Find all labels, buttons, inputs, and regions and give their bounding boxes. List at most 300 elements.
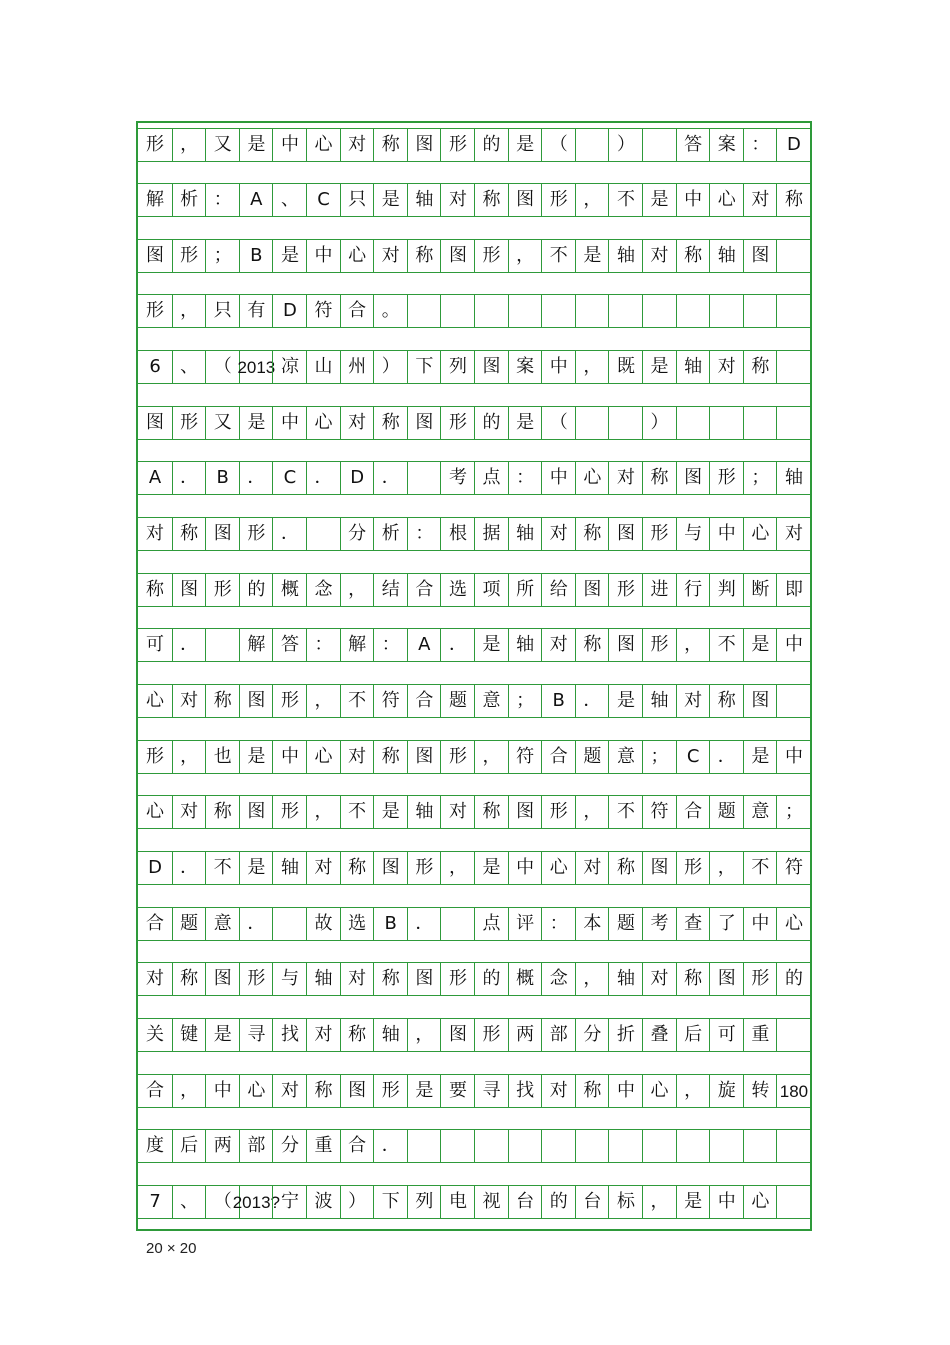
grid-cell: 折 [608,1019,642,1051]
grid-cell: 图 [239,796,273,828]
grid-cell [776,240,810,272]
grid-row [138,795,810,829]
grid-cell: 形 [440,741,474,773]
grid-cell: 与 [272,963,306,995]
grid-cell: 中 [541,351,575,383]
grid-cell: 心 [239,1075,273,1107]
grid-cell: 寻 [474,1075,508,1107]
grid-cell: 形 [541,796,575,828]
grid-cell: 对 [440,184,474,216]
grid-cell: 题 [172,908,206,940]
grid-cell [743,1130,777,1162]
grid-cell: 是 [205,1019,239,1051]
grid-cell: 。 [373,295,407,327]
grid-size-label: 20 × 20 [146,1240,197,1257]
grid-cell: 称 [709,685,743,717]
grid-cell: 轴 [508,629,542,661]
grid-cell: 中 [272,407,306,439]
manuscript-grid [136,121,812,1231]
grid-cell: 对 [340,963,374,995]
grid-cell: 是 [508,129,542,161]
grid-cell: 称 [172,518,206,550]
grid-cell: ： [306,629,340,661]
grid-cell: 轴 [272,852,306,884]
grid-cell: 选 [340,908,374,940]
grid-cell: 重 [306,1130,340,1162]
grid-cell: 合 [407,685,441,717]
grid-cell: （ [541,129,575,161]
grid-cell: 轴 [776,462,810,494]
grid-cell: 意 [205,908,239,940]
grid-cell: 是 [373,184,407,216]
grid-cell: 不 [608,184,642,216]
grid-cell: 图 [743,240,777,272]
grid-cell: 形 [676,852,710,884]
grid-cell: ． [440,629,474,661]
grid-cell: 既 [608,351,642,383]
grid-cell: 后 [172,1130,206,1162]
grid-cell: 电 [440,1186,474,1218]
grid-cell: 称 [575,629,609,661]
grid-cell: ． [172,462,206,494]
grid-cell: 图 [205,963,239,995]
grid-cell [407,1130,441,1162]
grid-cell [608,407,642,439]
grid-cell: C [676,741,710,773]
grid-cell: 结 [373,574,407,606]
grid-cell [709,295,743,327]
grid-cell: 称 [575,1075,609,1107]
grid-cell: 所 [508,574,542,606]
grid-cell: 进 [642,574,676,606]
grid-cell: 形 [440,963,474,995]
grid-cell: 查 [676,908,710,940]
grid-cell: 心 [306,741,340,773]
grid-cell: 给 [541,574,575,606]
grid-cell: 故 [306,908,340,940]
grid-cell: 台 [575,1186,609,1218]
grid-cell: 形 [146,300,165,321]
grid-cell: 、 [172,351,206,383]
grid-cell: 意 [743,796,777,828]
grid-cell [541,1130,575,1162]
grid-cell: ； [205,240,239,272]
grid-row [138,628,810,662]
grid-cell: 合 [676,796,710,828]
grid-cell: 形 [440,407,474,439]
grid-cell: 图 [407,741,441,773]
grid-cell: 行 [676,574,710,606]
grid-cell: 析 [172,184,206,216]
grid-cell: 称 [608,852,642,884]
grid-cell: ， [508,240,542,272]
grid-cell: 形 [146,746,165,767]
grid-cell: 心 [340,240,374,272]
grid-cell: 对 [608,462,642,494]
grid-cell: 中 [743,908,777,940]
grid-cell: 形 [407,852,441,884]
grid-cell: 后 [676,1019,710,1051]
grid-cell: 答 [272,629,306,661]
grid-cell [272,908,306,940]
grid-cell [743,407,777,439]
grid-cell: 图 [146,245,165,266]
grid-cell: 称 [373,963,407,995]
grid-cell: 称 [340,852,374,884]
grid-cell: 符 [306,295,340,327]
grid-cell: 形 [642,629,676,661]
grid-cell: 对 [340,129,374,161]
grid-cell: 是 [272,240,306,272]
grid-cell: 图 [239,685,273,717]
grid-cell: 中 [306,240,340,272]
grid-cell: ． [407,908,441,940]
grid-row [138,740,810,774]
grid-cell: 合 [407,574,441,606]
grid-cell: 对 [306,852,340,884]
grid-cell: 6 [149,356,161,377]
grid-cell: 山 [306,351,340,383]
grid-cell [407,295,441,327]
grid-cell: 图 [340,1075,374,1107]
grid-cell: 称 [474,796,508,828]
grid-cell: 凉 [272,351,306,383]
grid-cell: 称 [743,351,777,383]
grid-cell: 中 [541,462,575,494]
grid-cell: 视 [474,1186,508,1218]
grid-cell: 图 [440,240,474,272]
grid-cell: ） [373,351,407,383]
grid-cell: 解 [340,629,374,661]
grid-cell: 图 [440,1019,474,1051]
grid-cell: 对 [340,741,374,773]
grid-cell: 形 [541,184,575,216]
grid-cell: 可 [146,634,165,655]
grid-cell: B [205,462,239,494]
grid-cell: 对 [676,685,710,717]
grid-row [138,1074,810,1108]
grid-cell: 了 [709,908,743,940]
grid-cell: 是 [642,184,676,216]
grid-cell: 下 [407,351,441,383]
grid-cell: ） [642,407,676,439]
grid-cell: 题 [709,796,743,828]
grid-cell: 有 [239,295,273,327]
grid-cell: 心 [776,908,810,940]
grid-cell: 对 [709,351,743,383]
grid-cell: 心 [306,129,340,161]
grid-cell: 的 [474,963,508,995]
grid-cell: 形 [709,462,743,494]
grid-cell: 心 [709,184,743,216]
grid-cell: ： [205,184,239,216]
grid-cell [709,407,743,439]
grid-cell: 叠 [642,1019,676,1051]
grid-cell: C [272,462,306,494]
grid-cell: 下 [373,1186,407,1218]
grid-cell: 图 [508,796,542,828]
grid-cell: 分 [575,1019,609,1051]
grid-cell: 两 [205,1130,239,1162]
grid-row [138,1129,810,1163]
grid-cell: B [541,685,575,717]
grid-cell: 称 [205,796,239,828]
grid-cell: 概 [272,574,306,606]
grid-cell [776,685,810,717]
grid-cell [440,1130,474,1162]
grid-cell: C [306,184,340,216]
grid-cell: 部 [541,1019,575,1051]
grid-cell: 是 [239,129,273,161]
grid-cell: 、 [272,184,306,216]
grid-cell: D [148,857,162,878]
grid-cell: 据 [474,518,508,550]
grid-cell: ， [340,574,374,606]
grid-cell: 对 [306,1019,340,1051]
grid-cell: ． [172,852,206,884]
grid-cell: 称 [776,184,810,216]
grid-cell: 中 [776,629,810,661]
grid-cell: ， [440,852,474,884]
grid-cell: 波 [306,1186,340,1218]
grid-cell: 对 [440,796,474,828]
grid-cell: 不 [608,796,642,828]
grid-cell: 项 [474,574,508,606]
grid-cell: 列 [440,351,474,383]
grid-cell: ， [575,796,609,828]
grid-cell: 评 [508,908,542,940]
grid-cell: 图 [575,574,609,606]
grid-cell: 意 [474,685,508,717]
grid-cell: 2013? [239,1186,273,1218]
grid-cell: 对 [272,1075,306,1107]
grid-cell: 中 [709,518,743,550]
grid-row [138,962,810,996]
grid-cell: 符 [642,796,676,828]
grid-cell: 是 [407,1075,441,1107]
grid-cell: 形 [474,240,508,272]
grid-cell: ） [340,1186,374,1218]
grid-cell: ， [709,852,743,884]
grid-cell: 中 [676,184,710,216]
grid-cell: 对 [575,852,609,884]
grid-cell: ： [373,629,407,661]
grid-row [138,517,810,551]
grid-cell: 的 [541,1186,575,1218]
grid-cell: 合 [340,1130,374,1162]
grid-cell: 图 [642,852,676,884]
grid-cell: 是 [676,1186,710,1218]
grid-cell: 概 [508,963,542,995]
grid-cell: 轴 [709,240,743,272]
grid-cell: 中 [272,741,306,773]
grid-cell: D [340,462,374,494]
grid-cell: 图 [205,518,239,550]
grid-cell: 称 [407,240,441,272]
grid-cell: 又 [205,129,239,161]
grid-cell: 轴 [676,351,710,383]
grid-cell: ； [776,796,810,828]
grid-cell: 图 [743,685,777,717]
grid-cell: 图 [407,129,441,161]
grid-cell: 解 [239,629,273,661]
grid-cell [642,1130,676,1162]
grid-cell: 不 [541,240,575,272]
grid-cell: 对 [743,184,777,216]
grid-cell: 宁 [272,1186,306,1218]
grid-cell: （ [205,351,239,383]
grid-cell [508,1130,542,1162]
grid-cell: 中 [709,1186,743,1218]
grid-cell: 心 [306,407,340,439]
grid-cell: 形 [373,1075,407,1107]
grid-cell: 只 [205,295,239,327]
grid-cell: ） [608,129,642,161]
grid-cell: 称 [306,1075,340,1107]
grid-cell: 符 [373,685,407,717]
grid-cell: 不 [340,685,374,717]
grid-cell: 图 [172,574,206,606]
grid-cell: 符 [508,741,542,773]
grid-cell: 合 [541,741,575,773]
grid-cell: 答 [676,129,710,161]
grid-cell: 中 [608,1075,642,1107]
grid-cell: A [239,184,273,216]
grid-cell: 是 [608,685,642,717]
grid-cell: 析 [373,518,407,550]
grid-cell: 对 [172,685,206,717]
grid-cell: 轴 [306,963,340,995]
grid-cell: B [239,240,273,272]
grid-cell: 题 [440,685,474,717]
grid-cell: 形 [474,1019,508,1051]
grid-cell: 对 [172,796,206,828]
grid-cell: ， [642,1186,676,1218]
grid-cell: 图 [608,518,642,550]
grid-cell: 称 [575,518,609,550]
grid-cell: ， [575,184,609,216]
grid-cell: 要 [440,1075,474,1107]
grid-cell: 称 [205,685,239,717]
grid-cell: 是 [373,796,407,828]
grid-cell: 形 [272,796,306,828]
grid-cell: 称 [373,407,407,439]
grid-cell: ， [306,796,340,828]
grid-cell: ； [642,741,676,773]
grid-cell: 心 [575,462,609,494]
grid-cell: 不 [205,852,239,884]
grid-cell: 的 [776,963,810,995]
grid-cell: 对 [373,240,407,272]
grid-cell: （ [205,1186,239,1218]
grid-cell: 轴 [407,184,441,216]
grid-cell: 合 [340,295,374,327]
grid-cell: 分 [272,1130,306,1162]
grid-cell: 称 [474,184,508,216]
grid-cell: 图 [676,462,710,494]
grid-cell: 形 [440,129,474,161]
grid-row [138,350,810,384]
grid-cell [743,295,777,327]
grid-cell: 可 [709,1019,743,1051]
grid-cell: 是 [642,351,676,383]
grid-row [138,461,810,495]
grid-cell: 称 [373,129,407,161]
grid-cell: 是 [239,852,273,884]
grid-cell: 是 [508,407,542,439]
grid-cell: 称 [146,579,165,600]
grid-cell: 轴 [407,796,441,828]
grid-cell: 的 [474,129,508,161]
grid-cell: 是 [239,407,273,439]
grid-cell: ； [743,462,777,494]
grid-cell: 形 [608,574,642,606]
grid-cell: 图 [407,407,441,439]
grid-cell: 称 [373,741,407,773]
grid-cell [776,351,810,383]
grid-cell: ， [172,1075,206,1107]
grid-cell: ； [508,685,542,717]
grid-cell: 转 [743,1075,777,1107]
grid-cell: 意 [608,741,642,773]
grid-cell: 形 [146,134,165,155]
grid-cell: 也 [205,741,239,773]
grid-cell: 轴 [373,1019,407,1051]
grid-cell: 只 [340,184,374,216]
grid-cell: （ [541,407,575,439]
grid-cell [575,1130,609,1162]
grid-cell [440,908,474,940]
grid-cell: 图 [146,412,165,433]
grid-cell: ： [508,462,542,494]
grid-cell: 7 [149,1191,161,1212]
grid-cell: 对 [541,629,575,661]
grid-cell [306,518,340,550]
grid-cell [474,1130,508,1162]
grid-cell [676,407,710,439]
grid-cell: 形 [239,518,273,550]
grid-cell: 称 [676,963,710,995]
grid-cell: 心 [642,1075,676,1107]
grid-cell: ． [272,518,306,550]
grid-cell: 选 [440,574,474,606]
grid-cell: ． [239,462,273,494]
grid-cell: 不 [743,852,777,884]
grid-cell: 考 [440,462,474,494]
grid-cell [776,295,810,327]
grid-cell: ． [172,629,206,661]
grid-cell: 案 [709,129,743,161]
grid-cell: 是 [474,852,508,884]
grid-cell: 图 [709,963,743,995]
grid-cell: 念 [541,963,575,995]
grid-row [138,128,810,162]
grid-cell: 形 [172,407,206,439]
grid-cell: 对 [146,523,165,544]
grid-cell: 对 [541,518,575,550]
grid-cell: 是 [239,741,273,773]
grid-cell [508,295,542,327]
grid-cell: 关 [146,1024,165,1045]
grid-cell: ： [743,129,777,161]
grid-cell: 是 [575,240,609,272]
grid-cell: ， [676,629,710,661]
grid-cell: 称 [340,1019,374,1051]
grid-cell [608,1130,642,1162]
grid-cell [776,1019,810,1051]
grid-cell: 心 [541,852,575,884]
grid-row [138,239,810,273]
